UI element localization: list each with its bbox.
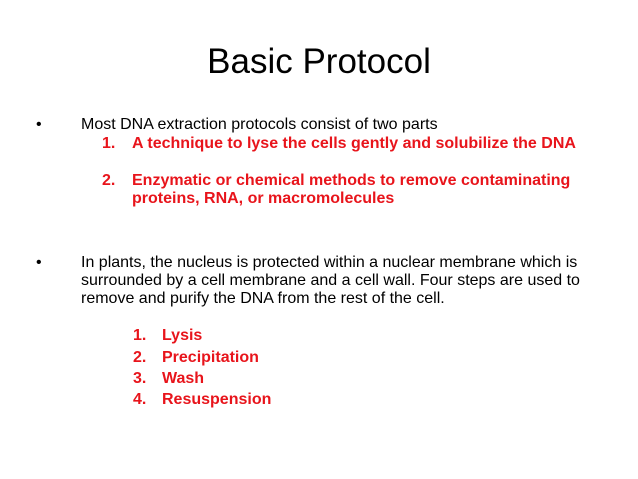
step-text: Wash <box>162 370 205 387</box>
bullet-marker: • <box>36 254 42 271</box>
sub-item-1 <box>102 135 592 153</box>
step-item <box>133 349 259 367</box>
step-text: Lysis <box>162 327 203 344</box>
slide-title: Basic Protocol <box>207 42 431 81</box>
sub-item-2 <box>102 172 592 208</box>
sub-item-text: Enzymatic or chemical methods to remove contaminating proteins, RNA, or macromolecules <box>132 172 571 207</box>
sub-item-number: 2. <box>102 172 116 189</box>
step-text: Resuspension <box>162 391 272 408</box>
step-item <box>133 327 202 345</box>
bullet-text-2: In plants, the nucleus is protected within a nuclear membrane which is surrounded by a cell membrane and a cell wall. Four steps are used to remove and purify the DNA from the rest of the cell. <box>81 254 580 307</box>
sub-item-number: 1. <box>102 135 116 152</box>
step-number: 2. <box>133 349 147 366</box>
step-item <box>133 391 271 409</box>
step-number: 3. <box>133 370 147 387</box>
step-number: 1. <box>133 327 147 344</box>
step-item <box>133 370 204 388</box>
bullet-marker: • <box>36 116 42 133</box>
bullet-text-1: Most DNA extraction protocols consist of two parts <box>81 116 438 133</box>
sub-item-text: A technique to lyse the cells gently and solubilize the DNA <box>132 135 576 152</box>
step-number: 4. <box>133 391 147 408</box>
step-text: Precipitation <box>162 349 259 366</box>
